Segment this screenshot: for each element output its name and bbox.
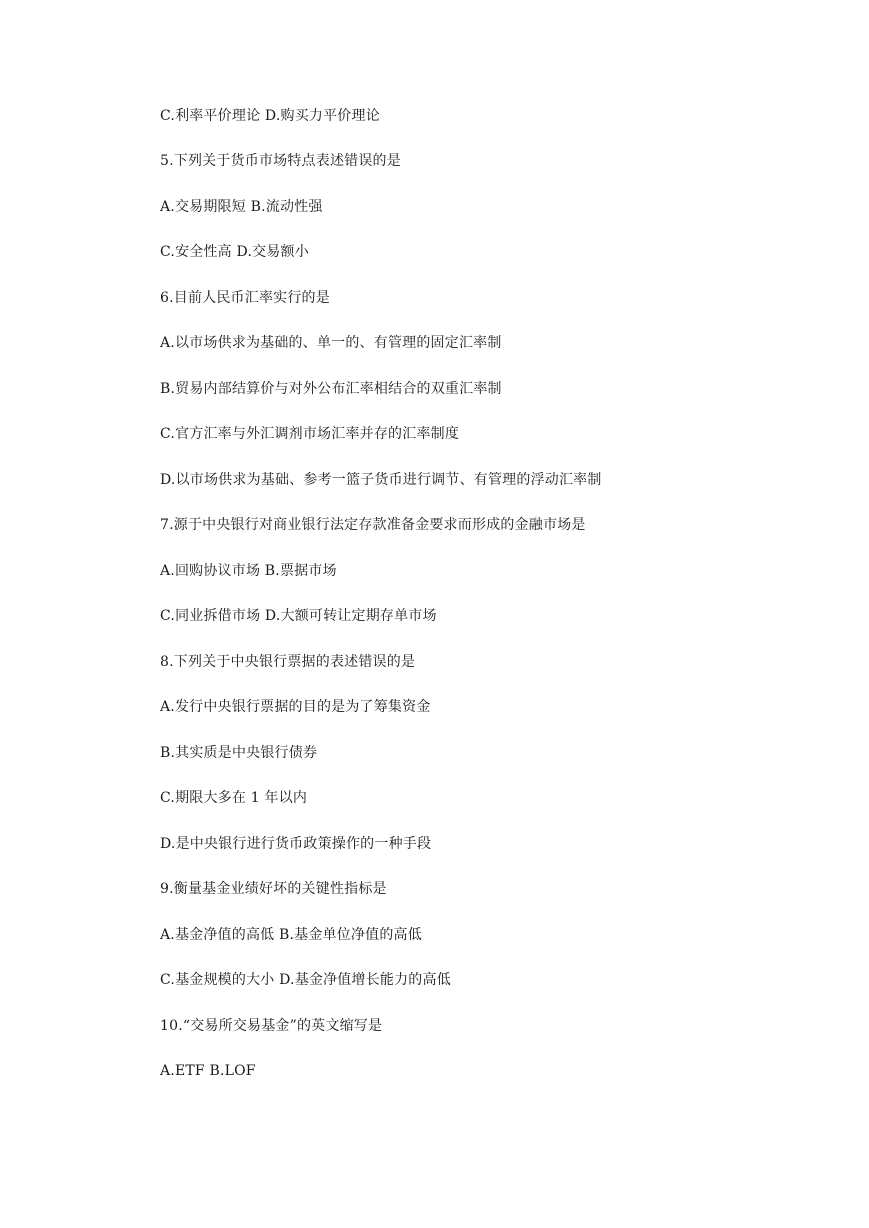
option-line-q9-cd: C.基金规模的大小 D.基金净值增长能力的高低 <box>160 972 451 988</box>
option-q6-d: D.以市场供求为基础、参考一篮子货币进行调节、有管理的浮动汇率制 <box>160 472 602 488</box>
option-q6-c: C.官方汇率与外汇调剂市场汇率并存的汇率制度 <box>160 426 460 442</box>
option-line-q7-cd: C.同业拆借市场 D.大额可转让定期存单市场 <box>160 608 437 624</box>
option-line-q5-cd: C.安全性高 D.交易额小 <box>160 244 309 260</box>
question-9: 9.衡量基金业绩好坏的关键性指标是 <box>160 881 387 897</box>
option-line-q5-ab: A.交易期限短 B.流动性强 <box>160 199 323 215</box>
option-q8-b: B.其实质是中央银行债券 <box>160 745 318 761</box>
question-10: 10.“交易所交易基金”的英文缩写是 <box>160 1018 383 1034</box>
question-5: 5.下列关于货币市场特点表述错误的是 <box>160 153 401 169</box>
option-line-q7-ab: A.回购协议市场 B.票据市场 <box>160 563 337 579</box>
option-line-q9-ab: A.基金净值的高低 B.基金单位净值的高低 <box>160 927 422 943</box>
question-6: 6.目前人民币汇率实行的是 <box>160 290 330 306</box>
question-8: 8.下列关于中央银行票据的表述错误的是 <box>160 654 416 670</box>
option-line-q10-ab: A.ETF B.LOF <box>160 1063 256 1079</box>
option-q8-d: D.是中央银行进行货币政策操作的一种手段 <box>160 836 432 852</box>
option-line-q4-cd: C.利率平价理论 D.购买力平价理论 <box>160 108 380 124</box>
question-7: 7.源于中央银行对商业银行法定存款准备金要求而形成的金融市场是 <box>160 517 586 533</box>
option-q8-a: A.发行中央银行票据的目的是为了筹集资金 <box>160 699 431 715</box>
option-q6-a: A.以市场供求为基础的、单一的、有管理的固定汇率制 <box>160 335 502 351</box>
option-q8-c: C.期限大多在 1 年以内 <box>160 790 308 806</box>
option-q6-b: B.贸易内部结算价与对外公布汇率相结合的双重汇率制 <box>160 381 502 397</box>
